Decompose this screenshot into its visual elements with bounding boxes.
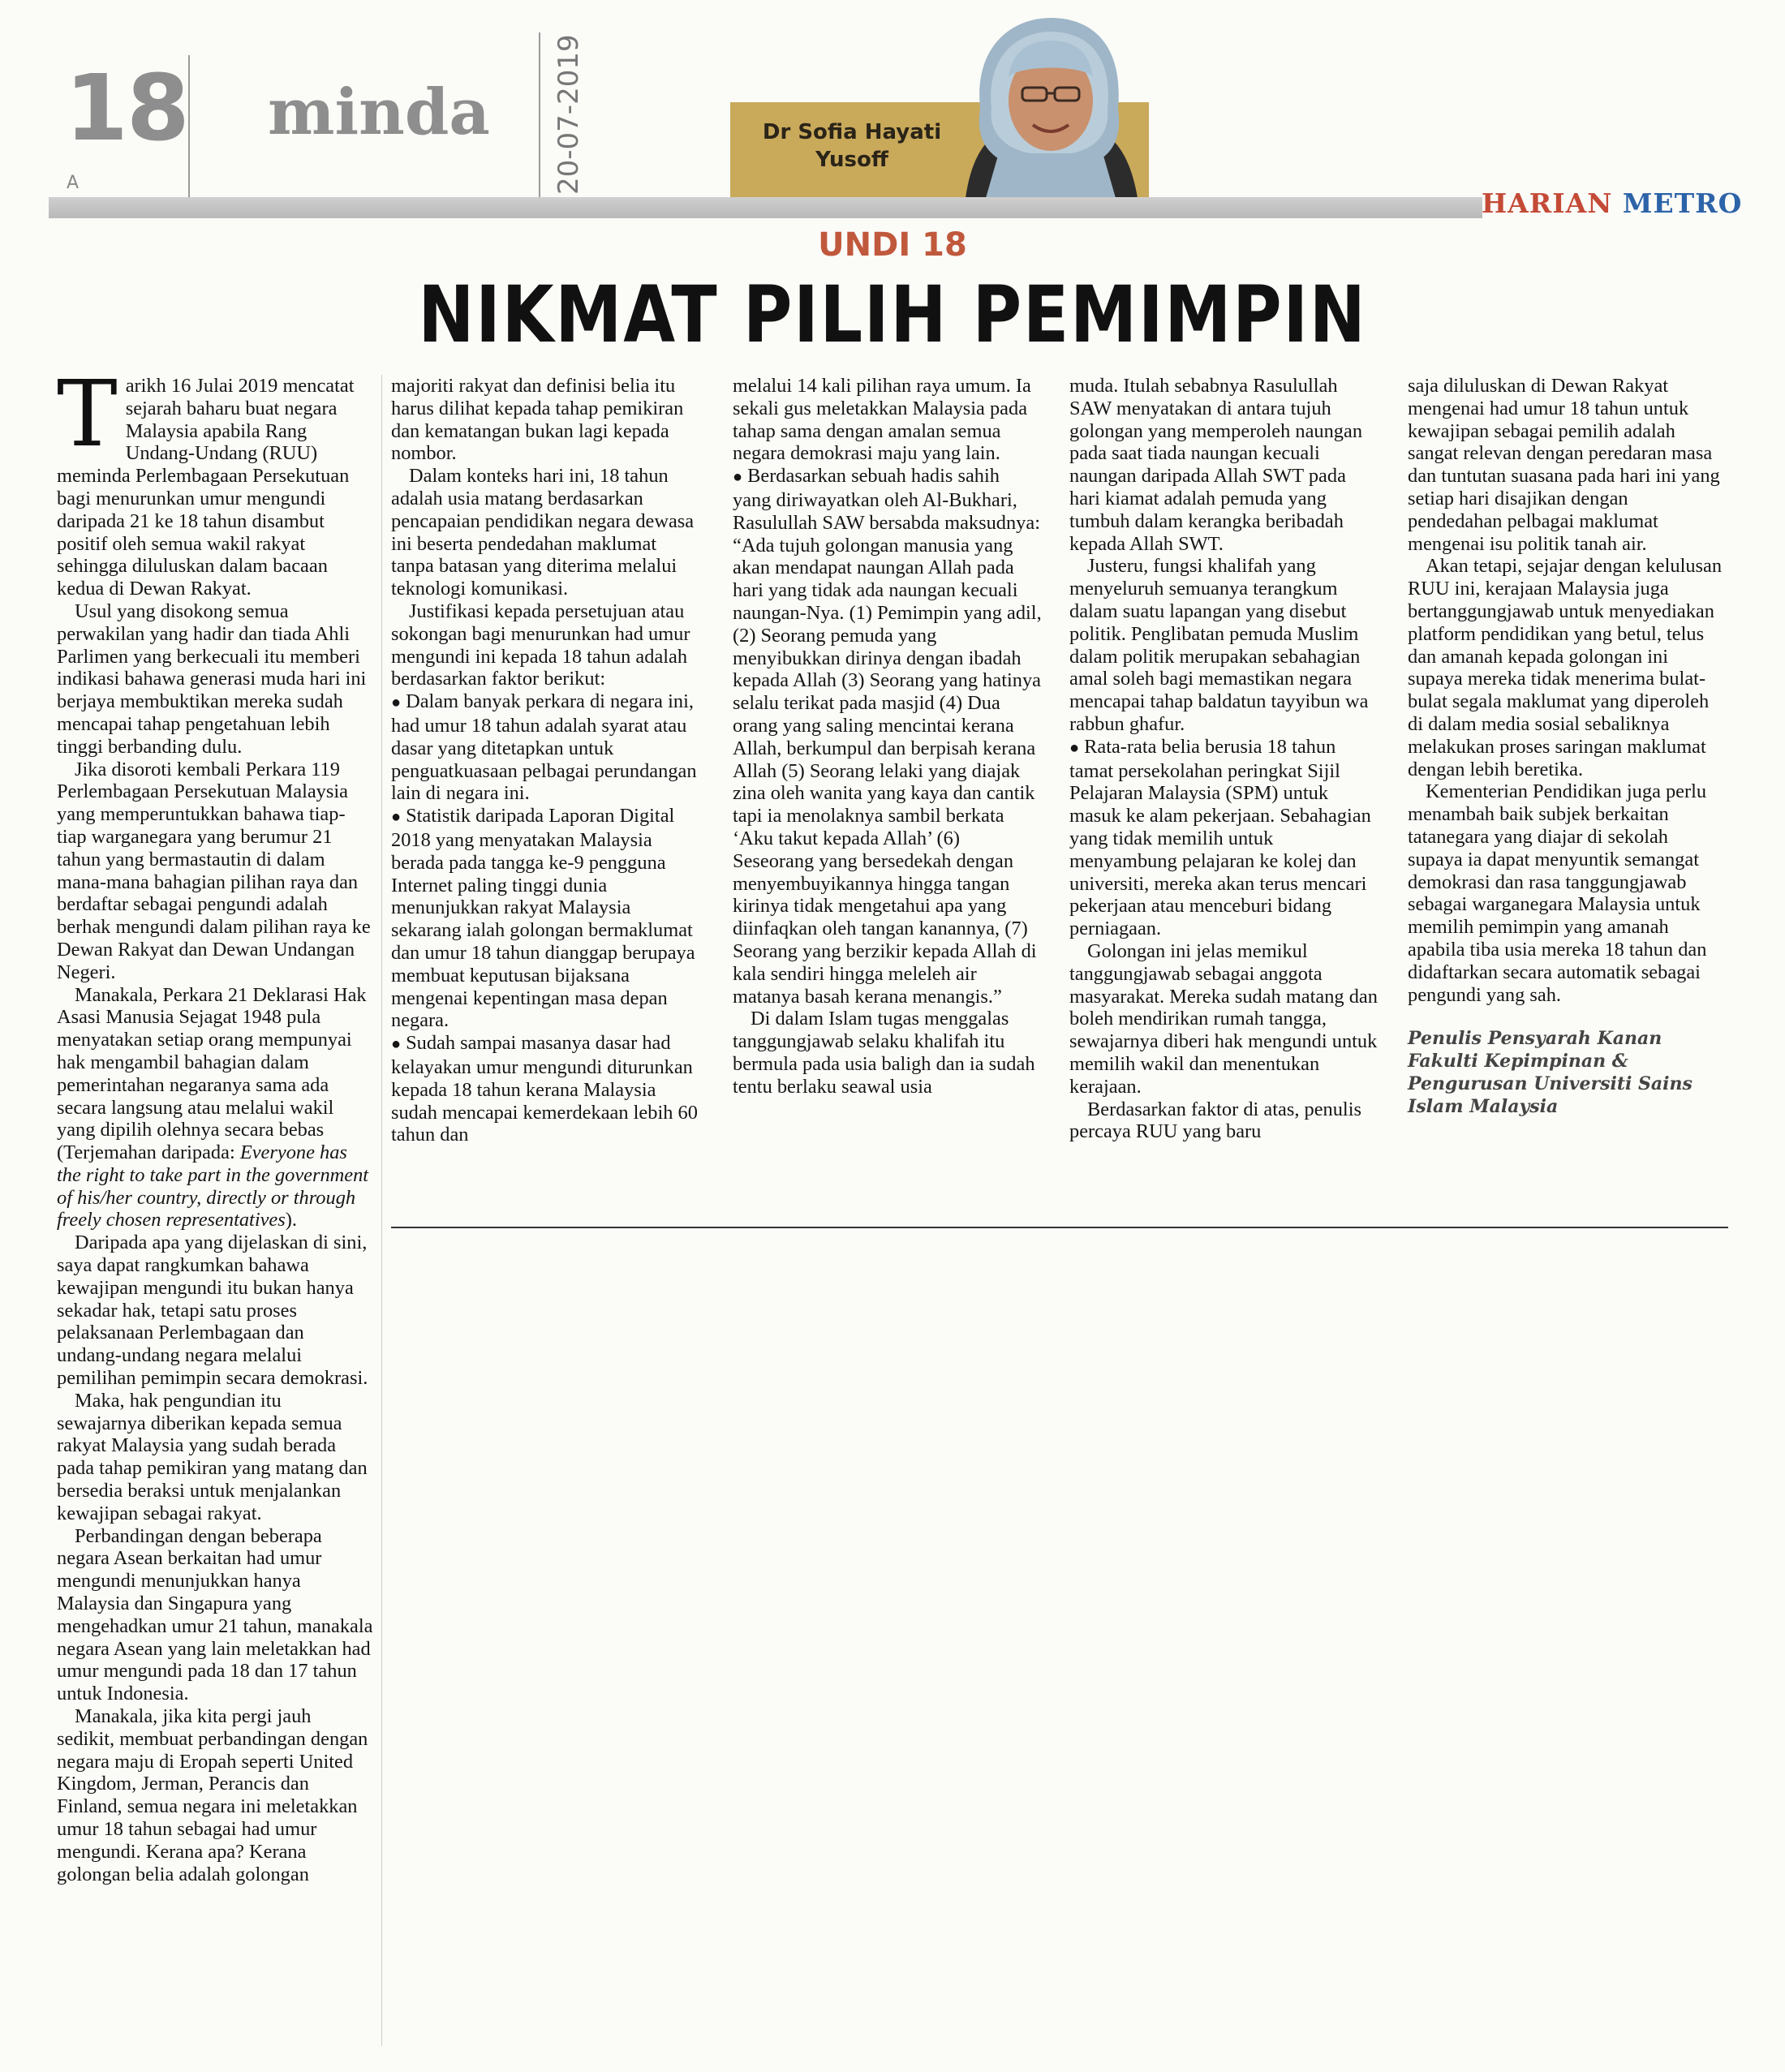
issue-date: 20-07-2019: [553, 34, 585, 195]
column-divider: [381, 375, 382, 2046]
paragraph-text: Manakala, Perkara 21 Deklarasi Hak Asasi Manusia Sejagat 1948 pula menyatakan setiap orang mempunyai hak mengambil bahagian dalam pemerintahan negaranya sama ada secara langsung atau melalui wakil yang dipilih olehnya secara bebas (Terjemahan daripada:: [57, 983, 367, 1164]
section-name: minda: [268, 75, 490, 149]
author-credit: Penulis Pensyarah Kanan Fakulti Kepimpinan & Pengurusan Universiti Sains Islam Malaysia: [1408, 1028, 1693, 1118]
paragraph: Usul yang disokong semua perwakilan yang hadir dan tiada Ahli Parlimen yang berkecuali itu memberi indikasi bahawa generasi muda hari ini berjaya membuktikan mereka sudah mencapai tahap pengetahuan lebih tinggi berbanding dulu.: [57, 600, 367, 758]
brand-logo-word: HARIAN: [1482, 187, 1613, 219]
page-edition-letter: A: [67, 173, 80, 193]
paragraph: [57, 984, 373, 1232]
paragraph: Jika disoroti kembali Perkara 119 Perlembagaan Persekutuan Malaysia yang memperuntukkan bahawa tiap-tiap warganegara yang berumur 21 tahun yang bermastautin di dalam mana-mana bahagian pilihan raya dan berdaftar sebagai pengundi adalah berhak mengundi dalam pilihan raya ke Dewan Rakyat dan Dewan Undangan Negeri.: [57, 758, 371, 983]
paragraph: Akan tetapi, sejajar dengan kelulusan RUU ini, kerajaan Malaysia juga bertanggungjawab untuk menyediakan platform pendidikan yang betul, telus dan amanah kepada golongan ini supaya mereka tidak menerima bulat-bulat segala maklumat yang diperoleh di dalam media sosial sebaliknya melakukan proses saringan maklumat dengan lebih beretika.: [1408, 555, 1723, 780]
paragraph: Manakala, jika kita pergi jauh sedikit, membuat perbandingan dengan negara maju di Eropah seperti United Kingdom, Jerman, Perancis dan Finland, semua negara ini meletakkan umur 18 tahun sebagai had umur mengundi. Kerana apa? Kerana golongan belia adalah golongan: [57, 1705, 368, 1885]
header-divider: [539, 32, 540, 200]
english-quote: Everyone has the right to take part in the government of his/her country, directly or through freely chosen representatives: [57, 1141, 369, 1232]
article-kicker: UNDI 18: [818, 226, 967, 264]
bullet-point: ● Sudah sampai masanya dasar had kelayakan umur mengundi diturunkan kepada 18 tahun kerana Malaysia sudah mencapai kemerdekaan lebih 60 tahun dan: [391, 1032, 701, 1146]
paragraph: Justeru, fungsi khalifah yang menyeluruh semuanya terangkum dalam suatu lapangan yang disebut politik. Penglibatan pemuda Muslim dalam politik merupakan sebahagian amal soleh bagi memastikan negara mencapai tahap baldatun tayyibun wa rabbun ghafur.: [1069, 555, 1369, 735]
article-column-4: [1069, 375, 1379, 1143]
bullet-point: ● Rata-rata belia berusia 18 tahun tamat persekolahan peringkat Sijil Pelajaran Malaysia (SPM) untuk masuk ke alam pekerjaan. Sebahagian yang tidak memilih untuk menyambung pelajaran ke kolej dan universiti, mereka akan terus mencari pekerjaan atau menceburi bidang perniagaan.: [1069, 736, 1379, 940]
article-column-2: [391, 375, 701, 1146]
paragraph: Daripada apa yang dijelaskan di sini, saya dapat rangkumkan bahawa kewajipan mengundi itu bukan hanya sekadar hak, tetapi satu proses pelaksanaan Perlembagaan dan undang-undang negara melalui pemilihan pemimpin secara demokrasi.: [57, 1232, 368, 1390]
author-name: Dr Sofia Hayati Yusoff: [762, 120, 942, 172]
paragraph: majoriti rakyat dan definisi belia itu harus dilihat kepada tahap pemikiran dan kematangan bukan lagi kepada nombor.: [391, 375, 684, 465]
paragraph: Perbandingan dengan beberapa negara Asean berkaitan had umur mengundi menunjukkan hanya Malaysia dan Singapura yang mengehadkan umur 21 tahun, manakala negara Asean yang lain meletakkan had umur mengundi pada 18 dan 17 tahun untuk Indonesia.: [57, 1524, 373, 1705]
paragraph: Justifikasi kepada persetujuan atau sokongan bagi menurunkan had umur mengundi ini kepada 18 tahun adalah berdasarkan faktor berikut:: [391, 600, 690, 690]
paragraph-text: ).: [285, 1209, 297, 1232]
article-column-5: [1408, 375, 1724, 1118]
author-photo: [949, 11, 1152, 198]
paragraph: muda. Itulah sebabnya Rasulullah SAW menyatakan di antara tujuh golongan yang memperoleh naungan pada saat tiada naungan kecuali naungan daripada Allah SWT pada hari kiamat adalah pemuda yang tumbuh dalam kerangka beribadah kepada Allah SWT.: [1069, 375, 1363, 555]
paragraph: Berdasarkan faktor di atas, penulis percaya RUU yang baru: [1069, 1098, 1361, 1143]
paragraph: melalui 14 kali pilihan raya umum. Ia sekali gus meletakkan Malaysia pada tahap sama dengan amalan semua negara demokrasi maju yang lain.: [733, 375, 1031, 465]
article-bottom-rule: [391, 1227, 1728, 1228]
bullet-point: ● Statistik daripada Laporan Digital 2018 yang menyatakan Malaysia berada pada tangga ke-9 pengguna Internet paling tinggi dunia menunjukkan rakyat Malaysia sekarang ialah golongan bermaklumat dan umur 18 tahun dianggap berupaya membuat keputusan bijaksana mengenai kepentingan masa depan negara.: [391, 805, 701, 1032]
paragraph: saja diluluskan di Dewan Rakyat mengenai had umur 18 tahun untuk kewajipan sebagai pemilih adalah sangat relevan dengan peredaran masa dan tuntutan suasana pada hari ini yang setiap hari disajikan dengan pendedahan pelbagai maklumat mengenai isu politik tanah air.: [1408, 375, 1720, 555]
paragraph: Kementerian Pendidikan juga perlu menambah baik subjek berkaitan tatanegara yang diajar di sekolah supaya ia dapat menyuntik semangat demokrasi dan rasa tanggungjawab sebagai warganegara Malaysia untuk memilih pemimpin yang amanah apabila tiba usia mereka 18 tahun dan didaftarkan secara automatik sebagai pengundi yang sah.: [1408, 780, 1707, 1006]
bullet-point: ● Dalam banyak perkara di negara ini, had umur 18 tahun adalah syarat atau dasar yang ditetapkan untuk penguatkuasaan pelbagai perundangan lain di negara ini.: [391, 690, 701, 805]
paragraph: Golongan ini jelas memikul tanggungjawab sebagai anggota masyarakat. Mereka sudah matang dan boleh mendirikan rumah tangga, sewajarnya diberi hak mengundi untuk memilih wakil dan menentukan kerajaan.: [1069, 939, 1378, 1098]
header-divider: [188, 55, 190, 200]
article-headline: NIKMAT PILIH PEMIMPIN: [418, 269, 1367, 360]
brand-logo-word: METRO: [1622, 187, 1743, 219]
paragraph: Maka, hak pengundian itu sewajarnya diberikan kepada semua rakyat Malaysia yang sudah berada pada tahap pemikiran yang matang dan bersedia beraksi untuk menjalankan kewajipan sebagai rakyat.: [57, 1389, 368, 1524]
drop-cap: T: [57, 362, 118, 467]
article-column-3: [733, 375, 1043, 1098]
article-column-1: [57, 362, 373, 1885]
bullet-point: ● Berdasarkan sebuah hadis sahih yang diriwayatkan oleh Al-Bukhari, Rasulullah SAW bersabda maksudnya: “Ada tujuh golongan manusia yang akan mendapat naungan Allah pada hari yang tidak ada naungan kecuali naungan-Nya. (1) Pemimpin yang adil, (2) Seorang pemuda yang menyibukkan dirinya dengan ibadah kepada Allah (3) Seorang yang hatinya selalu terikat pada masjid (4) Dua orang yang saling mencintai kerana Allah, berkumpul dan berpisah kerana Allah (5) Seorang lelaki yang diajak zina oleh wanita yang kaya dan cantik tapi ia menolaknya sambil berkata ‘Aku takut kepada Allah’ (6) Seseorang yang bersedekah dengan menyembuyikannya hingga tangan kirinya tidak mengetahui apa yang diinfaqkan oleh tangan kanannya, (7) Seorang yang berzikir kepada Allah di kala sendiri hingga meleleh air matanya basah kerana menangis.”: [733, 465, 1043, 1008]
page-number: 18: [65, 56, 188, 161]
header-rule: [49, 197, 1482, 218]
paragraph: arikh 16 Julai 2019 mencatat sejarah baharu buat negara Malaysia apabila Rang Undang-Undang (RUU) meminda Perlembagaan Persekutuan bagi menurunkan umur mengundi daripada 21 ke 18 tahun disambut positif oleh semua wakil rakyat sehingga diluluskan dalam bacaan kedua di Dewan Rakyat.: [57, 375, 355, 600]
paragraph: Di dalam Islam tugas menggalas tanggungjawab selaku khalifah itu bermula pada usia baligh dan ia sudah tentu berlaku seawal usia: [733, 1008, 1035, 1098]
paragraph: Dalam konteks hari ini, 18 tahun adalah usia matang berdasarkan pencapaian pendidikan negara dewasa ini beserta pendedahan maklumat tanpa batasan yang diterima melalui teknologi komunikasi.: [391, 465, 695, 600]
brand-logo: [1482, 187, 1743, 219]
